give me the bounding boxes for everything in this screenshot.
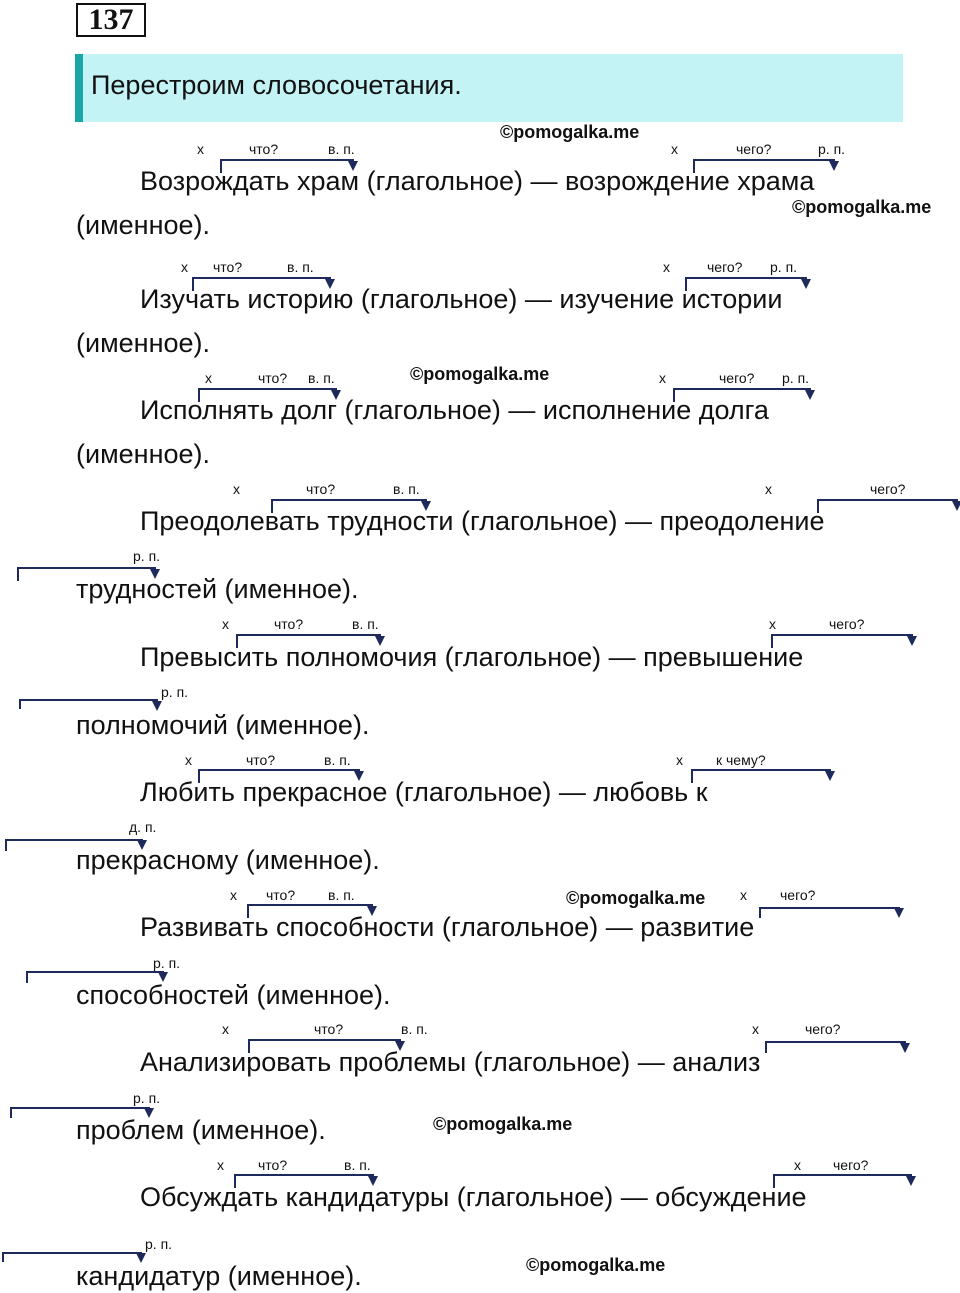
label-x: х [230,887,237,903]
pair-6-line-1: Любить прекрасное (глагольное) — любовь к [140,777,708,807]
label-case: в. п. [344,1157,371,1173]
arrow-6b [692,770,830,783]
label-case: р. п. [770,259,798,275]
label-case: р. п. [153,955,181,971]
label-case: в. п. [352,616,379,632]
exercise-number: 137 [76,3,146,37]
label-x: х [671,141,678,157]
label-case: р. п. [133,1090,161,1106]
label-case: р. п. [145,1236,173,1252]
label-question: что? [306,481,336,497]
pair-8-line-2: проблем (именное). [76,1115,326,1145]
label-case: в. п. [393,481,420,497]
watermark: ©pomogalka.me [500,122,640,142]
label-question: чего? [829,616,865,632]
label-x: х [769,616,776,632]
label-question: что? [246,752,276,768]
label-case: р. п. [161,684,189,700]
label-question: что? [258,370,288,386]
label-question: чего? [870,481,906,497]
pair-9-line-2: кандидатур (именное). [76,1261,362,1291]
label-case: р. п. [818,141,846,157]
label-case: в. п. [401,1021,428,1037]
pair-7-line-2: способностей (именное). [76,980,391,1010]
pair-6-line-2: прекрасному (именное). [76,845,380,875]
watermark: ©pomogalka.me [792,197,932,217]
arrow-7b [760,908,899,918]
label-question: что? [249,141,279,157]
label-question: к чему? [716,752,766,768]
label-case: р. п. [782,370,810,386]
pair-4-line-2: трудностей (именное). [76,574,359,604]
label-question: что? [314,1021,344,1037]
pair-1-line-2: (именное). [76,210,210,240]
label-question: чего? [707,259,743,275]
label-question: чего? [719,370,755,386]
label-x: х [794,1157,801,1173]
label-question: чего? [780,887,816,903]
label-case: в. п. [287,259,314,275]
label-case: д. п. [129,819,157,835]
watermark: ©pomogalka.me [433,1114,573,1134]
pair-7-line-1: Развивать способности (глагольное) — развитие [140,912,755,942]
label-x: х [740,887,747,903]
label-question: что? [266,887,296,903]
label-x: х [197,141,204,157]
pair-1-line-1: Возрождать храм (глагольное) — возрождение храма [140,166,815,196]
label-x: х [181,259,188,275]
label-x: х [205,370,212,386]
label-x: х [222,616,229,632]
watermark: ©pomogalka.me [410,364,550,384]
label-question: чего? [833,1157,869,1173]
label-x: х [659,370,666,386]
pair-2-line-2: (именное). [76,328,210,358]
label-x: х [676,752,683,768]
arrow-4b [818,500,957,513]
label-case: в. п. [308,370,335,386]
watermark: ©pomogalka.me [566,888,706,908]
pair-4-line-1: Преодолевать трудности (глагольное) — преодоление [140,506,825,536]
label-question: чего? [736,141,772,157]
label-question: что? [258,1157,288,1173]
pair-5-line-2: полномочий (именное). [76,710,370,740]
label-x: х [222,1021,229,1037]
label-x: х [752,1021,759,1037]
instruction-text: Перестроим словосочетания. [91,70,462,100]
watermark: ©pomogalka.me [526,1255,666,1275]
pair-3-line-2: (именное). [76,439,210,469]
label-question: что? [274,616,304,632]
arrow-5c [20,700,157,709]
pair-2-line-1: Изучать историю (глагольное) — изучение истории [140,284,783,314]
label-question: чего? [805,1021,841,1037]
pair-5-line-1: Превысить полномочия (глагольное) — превышение [140,642,804,672]
label-x: х [185,752,192,768]
label-x: х [233,481,240,497]
pair-8-line-1: Анализировать проблемы (глагольное) — анализ [140,1047,761,1077]
label-x: х [663,259,670,275]
label-x: х [217,1157,224,1173]
label-case: в. п. [324,752,351,768]
label-case: в. п. [328,141,355,157]
label-question: что? [213,259,243,275]
arrow-8b [766,1042,905,1053]
label-case: р. п. [133,548,161,564]
label-x: х [765,481,772,497]
pair-9-line-1: Обсуждать кандидатуры (глагольное) — обсуждение [140,1182,807,1212]
pair-3-line-1: Исполнять долг (глагольное) — исполнение долга [140,395,769,425]
label-case: в. п. [328,887,355,903]
